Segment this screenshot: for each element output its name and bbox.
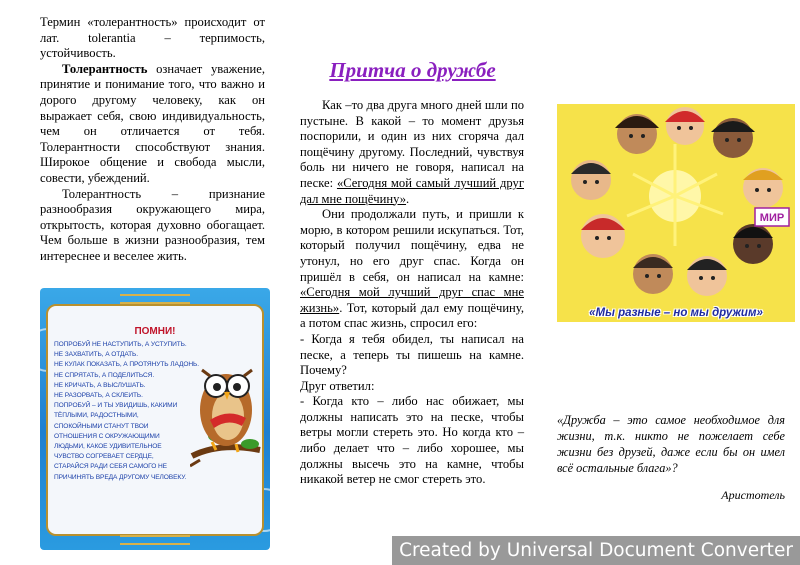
quote-author: Аристотель — [721, 488, 785, 502]
parable-answer: - Когда кто – либо нас обижает, мы должны написать это на песке, чтобы ветры могли стереть это. Но когда кто – либо делает что – либо хорошее, мы должны высечь это на камне, чтобы никакой ветер не смог стереть это. — [300, 394, 524, 487]
tolerance-meaning-rest: означает уважение, принятие и понимание того, что важно и дорого другому человеку, как он выражает себя, свою индивидуальность, чем он отличается от тебя. Толерантности способствуют знания. Широкое общение и свобода мысли, совести, убеждений. — [40, 61, 265, 185]
poster-line: НЕ ЗАХВАТИТЬ, А ОТДАТЬ. — [54, 351, 139, 359]
poster-top-ornament — [120, 294, 190, 304]
sand-inscription: «Сегодня мой самый лучший друг дал мне пощёчину» — [300, 175, 524, 206]
poster-line: НЕ КРИЧАТЬ, А ВЫСЛУШАТЬ. — [54, 381, 146, 389]
poster-title: ПОМНИ! — [134, 326, 176, 337]
poster-text — [54, 340, 212, 483]
friendship-quote: «Дружба – это самое необходимое для жизни, т.к. никто не пожелает себе жизни без друзей, даже если бы он имел всё остальные блага»? — [557, 413, 785, 475]
poster-line: ПОПРОБУЙ НЕ НАСТУПИТЬ, А УСТУПИТЬ. — [54, 341, 187, 348]
parable-paragraph — [300, 207, 524, 332]
children-circle-illustration — [557, 104, 795, 322]
poster-line: СПОКОЙНЫМИ СТАНУТ ТВОИ — [54, 422, 149, 430]
converter-watermark: Created by Universal Document Converter — [392, 536, 800, 565]
parable-text-run: . — [406, 191, 410, 206]
peace-sign-label: МИР — [759, 212, 785, 224]
parable-title: Притча о дружбе — [329, 58, 496, 82]
poster-line: ЛЮДЬМИ, КАКОЕ УДИВИТЕЛЬНОЕ — [54, 443, 162, 451]
picture-caption: «Мы разные – но мы дружим» — [589, 307, 763, 319]
poster-line: НЕ СПРЯТАТЬ, А ПОДЕЛИТЬСЯ. — [54, 371, 155, 379]
parable-text-run: Как –то два друга много дней шли по пустыне. В какой – то момент друзья поспорили, и один из них сгоряча дал пощёчину другому. Последний, чувствуя боль ни ничего не говоря, написал на песке: — [300, 98, 524, 190]
poster-line: ПРИЧИНЯТЬ ВРЕДА ДРУГОМУ ЧЕЛОВЕКУ. — [54, 473, 187, 481]
poster-line: ПОПРОБУЙ – И ТЫ УВИДИШЬ, КАКИМИ — [54, 402, 178, 410]
friendship-picture — [557, 104, 795, 322]
parable-text-run: Они продолжали путь, и пришли к морю, в котором решили искупаться. Тот, который получил пощёчину, едва не утонул, но его друг спас. Когда он пришёл в себя, он написал на камне: — [300, 207, 524, 284]
poster-line: СТАРАЙСЯ РАДИ СЕБЯ САМОГО НЕ — [54, 463, 167, 471]
poster-line: НЕ КУЛАК ПОКАЗАТЬ, А ПРОТЯНУТЬ ЛАДОНЬ. — [54, 361, 199, 369]
parable-paragraph — [300, 98, 524, 207]
tolerance-meaning — [40, 62, 265, 187]
poster-bottom-ornament — [120, 535, 190, 545]
left-column-text — [40, 15, 265, 265]
parable-text — [300, 98, 524, 488]
poster-line: ОТНОШЕНИЯ С ОКРУЖАЮЩИМИ — [54, 432, 160, 440]
tolerance-bold-term: Толерантность — [62, 61, 148, 76]
parable-question: - Когда я тебя обидел, ты написал на песке, а теперь ты пишешь на камне. Почему? — [300, 331, 524, 378]
stone-inscription: «Сегодня мой лучший друг спас мне жизнь» — [300, 285, 524, 315]
poster-line: ЧУВСТВО СОГРЕВАЕТ СЕРДЦЕ, — [54, 453, 154, 461]
parable-reply-intro: Друг ответил: — [300, 378, 375, 393]
tolerance-diversity: Толерантность – признание разнообразия окружающего мира, открытость, которая духовно обогащает. Чем больше в жизни разнообразия, тем интереснее и веселее жить. — [40, 186, 265, 263]
poster-line: НЕ РАЗОРВАТЬ, А СКЛЕИТЬ. — [54, 392, 143, 400]
remember-poster — [40, 288, 270, 550]
poster-line: ТЁПЛЫМИ, РАДОСТНЫМИ, — [54, 412, 139, 420]
parable-text-run: . Тот, который дал ему пощёчину, а потом спас жизнь, спросил его: — [300, 300, 524, 331]
owl-icon — [190, 346, 262, 468]
term-definition: Термин «толерантность» происходит от лат. tolerantia – терпимость, устойчивость. — [40, 15, 265, 61]
